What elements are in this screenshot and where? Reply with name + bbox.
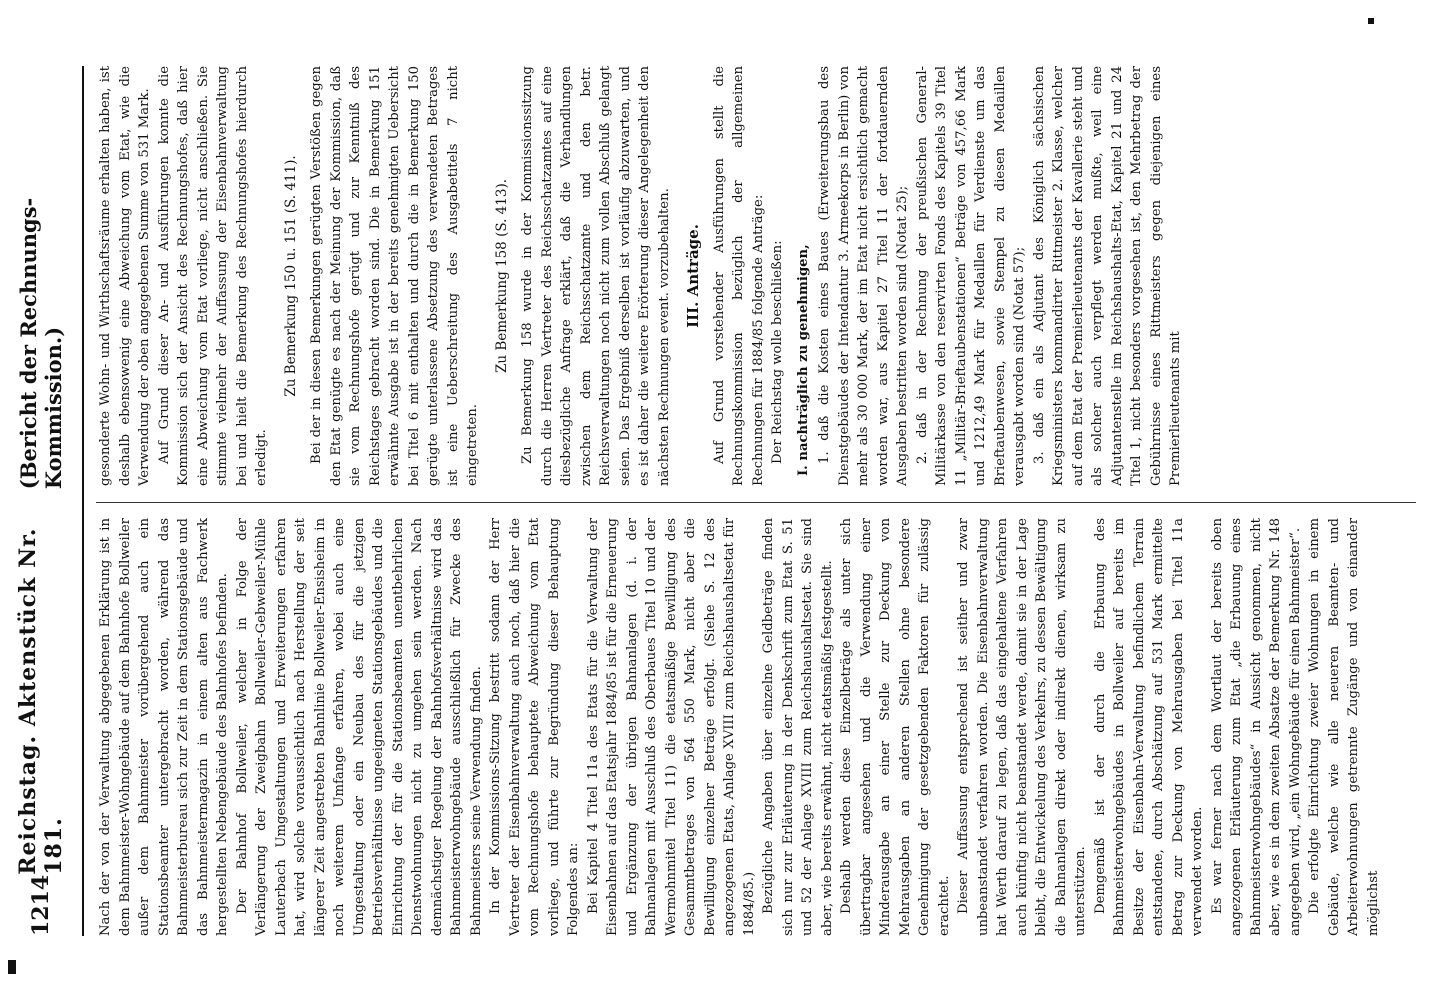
paragraph: Demgemäß ist der durch die Erbauung des Bahnmeisterwohngebäudes in Bollweiler auf bereits im Besitze der Eisenbahn-Verwaltung befindlichem Terrain entstandene, durch Abschätzung auf 531 Mark ermittelte Betrag zur Deckung von Mehrausgaben bei Titel 11a verwendet worden.	[1092, 518, 1205, 936]
list-item: 3. daß ein als Adjutant des Königlich sächsischen Kriegsministers kommandirter Rittmeister 2. Klasse, welcher auf dem Etat der Premierlieutenants der Kavallerie steht und als solcher auch verpflegt werden mußte, weil eine Adjutantenstelle im Reichshaushalts-Etat, Kapitel 21 und 24 Titel 1, nicht besonders vorgesehen ist, den Mehrbetrag der Gebührnisse eines Rittmeisters gegen diejenigen eines Premierlieutenants mit	[1031, 66, 1183, 486]
list-item: 1. daß die Kosten eines Baues (Erweiterungsbau des Dienstgebäudes der Intendantur 3. Armeekorps in Berlin) von mehr als 30 000 Mark, der im Etat nicht ersichtlich gemacht worden war, aus Kapitel 27 Titel 11 der fortdauernden Ausgaben bestritten worden sind (Notat 25);	[817, 66, 910, 486]
paragraph: Die erfolgte Einrichtung zweier Wohnungen in einem Gebäude, welche wie alle neueren Beamten- und Arbeiterwohnungen getrennte Zugänge und von einander möglichst	[1307, 518, 1381, 936]
paragraph: Auf Grund dieser An- und Ausführungen konnte die Kommission sich der Ansicht des Rechnungshofes, daß hier eine Abweichung vom Etat vorliege, nicht anschließen. Sie stimmte vielmehr der Auffassung der Eisenbahnverwaltung bei und hielt die Bemerkung des Rechnungshofes hierdurch erledigt.	[156, 66, 269, 486]
header-title: Reichstag. Aktenstück Nr. 181.	[15, 527, 67, 875]
subsection-title: I. nachträglich zu genehmigen,	[795, 244, 811, 476]
header-rule	[82, 66, 84, 936]
remark-heading: Zu Bemerkung 150 u. 151 (S. 411).	[282, 155, 299, 397]
right-column	[96, 66, 1416, 486]
column-divider	[96, 502, 1416, 503]
paragraph: Zu Bemerkung 158 wurde in der Kommissionssitzung durch die Herren Vertreter des Reichsschatzamtes auf eine diesbezügliche Anfrage erklärt, daß die Verhandlungen zwischen dem Reichsschatzamte und den betr. Reichsverwaltungen noch nicht zum vollen Abschluß gelangt seien. Das Ergebniß derselben ist vorläufig abzuwarten, und es ist daher die weitere Erörterung dieser Angelegenheit den nächsten Rechnungen event. vorzubehalten.	[520, 66, 672, 486]
page-header	[10, 66, 72, 936]
resolution-line: Der Reichstag wolle beschließen:	[770, 240, 785, 464]
paragraph: Bei Kapitel 4 Titel 11a des Etats für die Verwaltung der Eisenbahnen auf das Etatsjahr 1884/85 ist für die Erneuerung und Ergänzung der übrigen Bahnanlagen (d. i. der Bahnanlagen mit Ausschluß des Oberbaues Titel 10 und der Wermohnmitel Titel 11) die etatsmäßige Bewilligung des Gesammtbetrages von 564 550 Mark, nicht aber die Bewilligung einzelner Beträge erfolgt. (Siehe S. 12 des angezogenen Etats, Anlage XVIII zum Reichshaushaltsetat für 1884/85.)	[585, 518, 757, 936]
paragraph: Dieser Auffassung entsprechend ist seither und zwar unbeanstandet verfahren worden. Die Eisenbahnverwaltung hat Werth darauf zu legen, daß das eingehaltene Verfahren auch künftig nicht beanstandet werde, damit sie in der Lage bleibt, die Entwickelung des Verkehrs, zu dessen Bewältigung die Bahnanlagen direkt oder indirekt dienen, wirksam zu unterstützen.	[956, 518, 1088, 936]
page-number: 1214	[28, 874, 54, 936]
paragraph: Auf Grund vorstehender Ausführungen stellt die Rechnungskommission bezüglich der allgemeinen Rechnungen für 1884/85 folgende Anträge:	[711, 66, 766, 486]
paragraph: Nach der von der Verwaltung abgegebenen Erklärung ist in dem Bahnmeister-Wohngebäude auf dem Bahnhofe Bollweiler außer dem Bahnmeister vorübergehend auch ein Stationsbeamter untergebracht worden, während das Bahnmeisterbureau sich zur Zeit in dem Stationsgebäude und das Bahnmeistermagazin in einem alten aus Fachwerk hergestellten Nebengebäude des Bahnhofes befinden.	[98, 518, 230, 936]
paragraph: Bezügliche Angaben über einzelne Geldbeträge finden sich nur zur Erläuterung in der Denkschrift zum Etat S. 51 und 52 der Anlage XVIII zum Reichshaushaltsetat. Sie sind aber, wie bereits erwähnt, nicht etatsmäßig festgestellt.	[761, 518, 835, 936]
remark-heading: Zu Bemerkung 158 (S. 413).	[493, 178, 510, 374]
list-item: 2. daß in der Rechnung der preußischen General-Militärkasse von den reservirten Fonds des Kapitels 39 Titel 11 „Militär-Brieftaubenstationen“ Beträge von 457,66 Mark und 1212,49 Mark für Medaillen für Verdienste um das Brieftaubenwesen, sowie Stempel zu diesen Medaillen verausgabt worden sind (Notat 57);	[914, 66, 1027, 486]
paragraph: In der Kommissions-Sitzung bestritt sodann der Herr Vertreter der Eisenbahnverwaltung auch noch, daß hier die vom Rechnungshofe behauptete Abweichung vom Etat vorliege, und führte zur Begründung dieser Behauptung Folgendes an:	[488, 518, 581, 936]
scan-mark	[8, 960, 16, 974]
dfg-sidebar	[1406, 0, 1426, 1000]
scan-mark	[1368, 18, 1374, 24]
paragraph: Es war ferner nach dem Wortlaut der bereits oben angezogenen Erläuterung zum Etat „die Erbauung eines Bahnmeisterwohngebäudes“ in Aussicht genommen, nicht aber, wie es in dem zweiten Absatze der Bemerkung Nr. 148 angegeben wird, „ein Wohngebäude für einen Bahnmeister“.	[1209, 518, 1303, 936]
paragraph: gesonderte Wohn- und Wirthschaftsräume erhalten haben, ist deshalb ebensowenig eine Abweichung vom Etat, wie die Verwendung der oben angegebenen Summe von 531 Mark.	[98, 66, 152, 486]
section-title: III. Anträge.	[684, 224, 702, 328]
left-column	[96, 518, 1416, 936]
paragraph: Deshalb werden diese Einzelbeträge als unter sich übertragbar angesehen und die Verwendung einer Minderausgabe an einer Stelle zur Deckung von Mehrausgaben an anderen Stellen ohne besondere Genehmigung der gesetzgebenden Faktoren für zulässig erachtet.	[839, 518, 952, 936]
paragraph: Bei der in diesen Bemerkungen gerügten Verstößen gegen den Etat genügte es nach der Meinung der Kommission, daß sie vom Rechnungshofe gerügt und zur Kenntniß des Reichstages gebracht worden sind. Die in Bemerkung 151 erwähnte Ausgabe ist in der bereits genehmigten Uebersicht bei Titel 6 mit enthalten und durch die in Bemerkung 150 gerügte unterlassene Absetzung des verwendeten Betrages ist eine Ueberschreitung des Ausgabetitels 7 nicht eingetreten.	[309, 66, 480, 486]
header-section: (Bericht der Rechnungs-Kommission.)	[16, 197, 66, 490]
paragraph: Der Bahnhof Bollweiler, welcher in Folge der Verlängerung der Zweigbahn Bollweiler-Gebweiler-Mühle Lauterbach Umgestaltungen und Erweiterungen erfahren hat, wird solche voraussichtlich nach Herstellung der seit längerer Zeit angestrebten Bahnlinie Bollweiler-Ensisheim in noch weiterem Umfange erfahren, wobei auch eine Umgestaltung oder ein Neubau des für die jetzigen Betriebsverhältnisse ungeeigneten Stationsgebäudes und die Einrichtung der für die Stationsbeamten unentbehrlichen Dienstwohnungen nicht zu umgehen sein werden. Nach demnächstiger Regelung der Bahnhofsverhältnisse wird das Bahnmeisterwohngebäude ausschließlich für Zwecke des Bahnmeisters seine Verwendung finden.	[234, 518, 484, 936]
